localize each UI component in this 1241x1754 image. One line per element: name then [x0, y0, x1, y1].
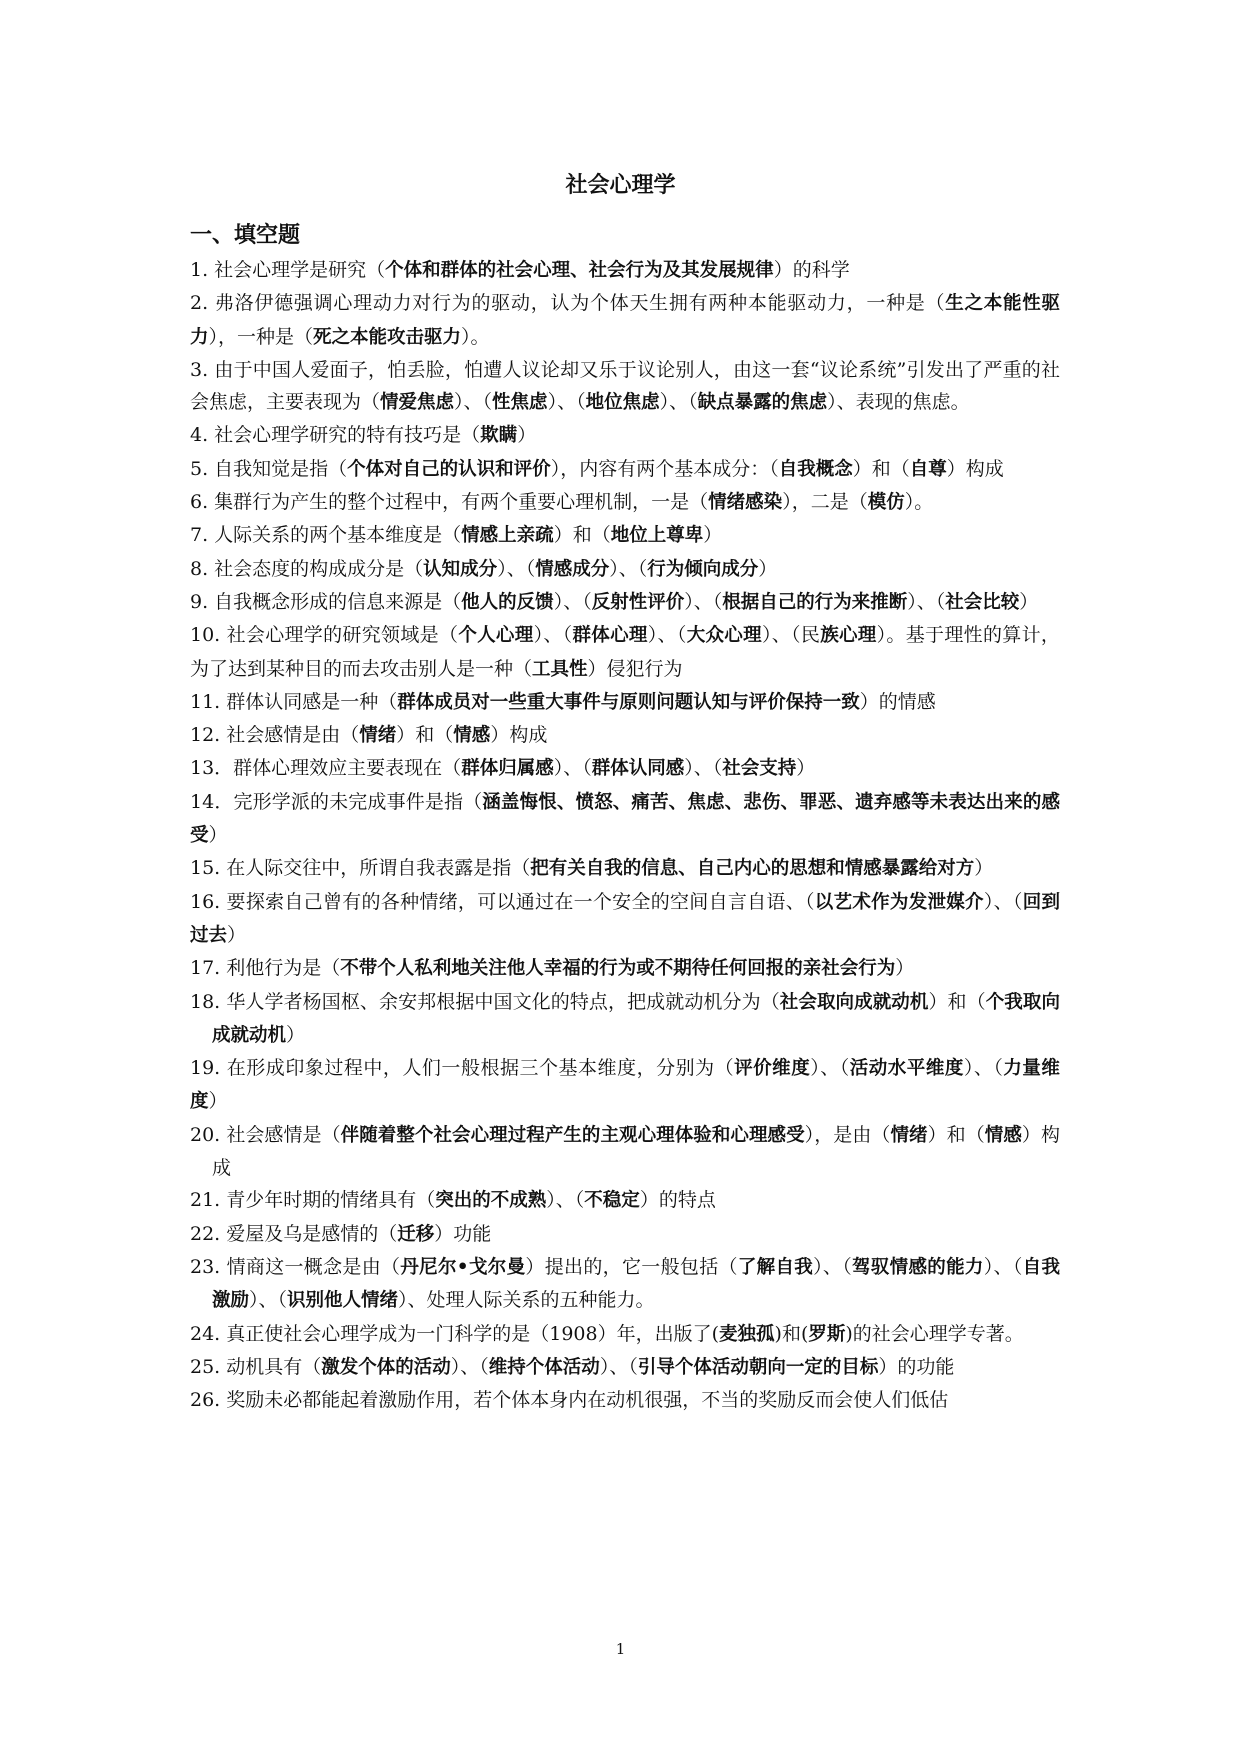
question-text: 15. 在人际交往中，所谓自我表露是指（ [190, 857, 531, 880]
question-text: ）构成 [212, 1123, 1060, 1180]
question-text: ）。基于理性的算计，为了达到某种目的而去攻击别人是一种（ [190, 624, 1060, 680]
answer-text: 社会比较 [945, 591, 1020, 613]
question-text: ）、（ [983, 890, 1023, 913]
question-text: ）。 [461, 325, 490, 348]
answer-text: 大众心理 [686, 625, 762, 647]
question-text: ）构成 [490, 724, 548, 747]
answer-text: 地位上尊卑 [610, 525, 704, 547]
question-text: ）和（ [928, 990, 986, 1013]
question-text: 14．完形学派的未完成事件是指（ [190, 790, 483, 813]
question-text: ） [286, 1023, 306, 1046]
question-item [190, 1318, 1060, 1351]
answer-text: 行为倾向成分 [647, 558, 759, 580]
question-text: 8. 社会态度的构成成分是（ [190, 557, 424, 580]
question-text: ）、（ [684, 590, 723, 613]
question-text: 4. 社会心理学研究的特有技巧是（ [190, 424, 481, 447]
answer-text: 情感 [984, 1124, 1022, 1146]
question-text: ）、（ [553, 757, 592, 780]
question-text: 3. 由于中国人爱面子，怕丢脸，怕遭人议论却又乐于议论别人，由这一套“议论系统”引发出了严重的社会焦虑，主要表现为（ [190, 358, 1060, 414]
answer-text: 群体心理 [572, 625, 648, 647]
answer-text: 活动水平维度 [849, 1058, 964, 1080]
question-item [190, 886, 1060, 953]
question-text: 23. 情商这一概念是由（ [190, 1255, 401, 1278]
question-text: ）的科学 [773, 259, 850, 281]
question-text: ）、（民 [761, 624, 821, 647]
question-text: ） [1019, 590, 1039, 613]
answer-text: 群体归属感 [461, 758, 554, 780]
question-text: )和( [774, 1322, 809, 1345]
question-item [190, 719, 1060, 752]
answer-text: 自我概念 [778, 458, 853, 480]
question-text: 9. 自我概念形成的信息来源是（ [190, 590, 462, 613]
question-text: ） [208, 1090, 228, 1113]
answer-text: 个我取向成就动机 [212, 991, 1060, 1046]
answer-text: 迁移 [397, 1223, 435, 1245]
question-text: ）的功能 [878, 1355, 955, 1378]
answer-text: 个体对自己的认识和评价 [347, 458, 551, 480]
question-text: ）、表现的焦虑。 [827, 391, 970, 414]
question-item [190, 1251, 1060, 1318]
question-text: ）、（ [684, 757, 723, 780]
question-text: ）、（ [546, 1189, 585, 1212]
question-item [190, 254, 1060, 287]
answer-text: 群体成员对一些重大事件与原则问题认知与评价保持一致 [397, 691, 860, 713]
answer-text: 情绪 [890, 1124, 928, 1146]
question-text: ）和（ [852, 457, 910, 480]
answer-text: 自我激励 [212, 1256, 1060, 1312]
answer-text: 丹尼尔•戈尔曼 [400, 1256, 526, 1278]
answer-text: 不带个人私利地关注他人幸福的行为或不期待任何回报的亲社会行为 [340, 958, 896, 980]
answer-text: 了解自我 [737, 1256, 814, 1278]
answer-text: 情爱焦虑 [380, 392, 455, 414]
question-list [190, 254, 1060, 1416]
question-item [190, 1384, 1060, 1416]
answer-text: 情感上亲疏 [461, 525, 554, 547]
answer-text: 缺点暴露的焦虑 [697, 392, 828, 414]
question-text: ）、处理人际关系的五种能力。 [398, 1289, 655, 1312]
question-item [190, 354, 1060, 420]
question-text: ）、（ [249, 1289, 288, 1312]
answer-text: 把有关自我的信息、自己内心的思想和情感暴露给对方 [530, 858, 975, 880]
question-text: ） [796, 757, 816, 780]
answer-text: 社会支持 [722, 758, 797, 780]
question-text: 24. 真正使社会心理学成为一门科学的是（1908）年，出版了( [190, 1322, 720, 1345]
question-text: 1. 社会心理学是研究（ [190, 259, 386, 281]
answer-text: 情绪 [359, 725, 397, 747]
answer-text: 自尊 [909, 458, 947, 480]
question-item [190, 619, 1060, 686]
question-text: 19. 在形成印象过程中，人们一般根据三个基本维度，分别为（ [190, 1057, 735, 1080]
answer-text: 模仿 [867, 492, 905, 514]
question-text: ） [517, 424, 537, 447]
question-text: 11. 群体认同感是一种（ [190, 690, 398, 713]
section-heading: 一、填空题 [190, 223, 301, 248]
question-text: 26. 奖励未必都能起着激励作用，若个体本身内在动机很强，不当的奖励反而会使人们低估 [190, 1389, 949, 1412]
answer-text: 评价维度 [734, 1058, 811, 1080]
question-text: 16. 要探索自己曾有的各种情绪，可以通过在一个安全的空间自言自语、（ [190, 890, 815, 913]
question-text: ）、（ [553, 590, 592, 613]
question-text: ）、（ [497, 557, 536, 580]
question-text: ）、（ [647, 624, 687, 647]
question-text: ）、（ [963, 1057, 1004, 1080]
question-text: ），内容有两个基本成分：（ [550, 457, 779, 480]
question-item [190, 486, 1060, 519]
question-text: 2. 弗洛伊德强调心理动力对行为的驱动，认为个体天生拥有两种本能驱动力，一种是（ [190, 292, 946, 315]
question-text: 25. 动机具有（ [190, 1355, 322, 1378]
question-text: ） [758, 557, 778, 580]
question-item [190, 1218, 1060, 1251]
question-text: ）、（ [907, 590, 946, 613]
question-text: ），一种是（ [208, 325, 314, 348]
question-item [190, 786, 1060, 853]
question-text: ），二是（ [782, 491, 868, 514]
question-text: 10. 社会心理学的研究领域是（ [190, 624, 459, 647]
answer-text: 情感成分 [535, 558, 610, 580]
answer-text: 维持个体活动 [488, 1356, 600, 1378]
answer-text: 个体和群体的社会心理、社会行为及其发展规律 [385, 260, 774, 281]
answer-text: 涵盖悔恨、愤怒、痛苦、焦虑、悲伤、罪恶、遗弃感等未表达出来的感受 [190, 791, 1060, 847]
answer-text: 群体认同感 [591, 758, 685, 780]
answer-text: 激发个体的活动 [321, 1356, 451, 1378]
question-text: ）侵犯行为 [587, 657, 683, 680]
question-text: ）提出的，它一般包括（ [525, 1255, 738, 1278]
answer-text: 社会取向成就动机 [779, 991, 929, 1013]
question-text: ） [227, 923, 247, 946]
question-item [190, 1351, 1060, 1384]
question-item [190, 553, 1060, 586]
answer-text: 以艺术作为发泄媒介 [814, 891, 984, 913]
question-text: ）构成 [946, 457, 1004, 480]
question-item [190, 287, 1060, 354]
question-text: ）、（ [599, 1355, 638, 1378]
question-item [190, 519, 1060, 552]
question-item [190, 419, 1060, 452]
question-text: ）的特点 [639, 1189, 716, 1212]
question-item [190, 1119, 1060, 1185]
question-text: ）、（ [533, 624, 573, 647]
answer-text: 工具性 [532, 658, 588, 680]
question-text: 20. 社会感情是（ [190, 1123, 341, 1146]
page-number: 1 [615, 1640, 626, 1658]
question-text: ），是由（ [804, 1123, 891, 1146]
answer-text: 不稳定 [584, 1190, 640, 1212]
answer-text: 引导个体活动朝向一定的目标 [637, 1356, 879, 1378]
answer-text: 力量维度 [190, 1058, 1060, 1113]
question-text: ） [703, 524, 723, 547]
question-text: 6. 集群行为产生的整个过程中，有两个重要心理机制，一是（ [190, 491, 709, 514]
answer-text: 生之本能性驱力 [190, 293, 1060, 348]
question-item [190, 586, 1060, 619]
question-item [190, 1052, 1060, 1119]
question-text: ） [974, 857, 994, 880]
question-text: ）和（ [927, 1123, 985, 1146]
answer-text: 欺瞒 [480, 425, 518, 447]
question-text: ）、（ [450, 1355, 489, 1378]
question-text: 5. 自我知觉是指（ [190, 457, 348, 480]
answer-text: 认知成分 [423, 558, 498, 580]
answer-text: 情感 [453, 725, 491, 747]
question-item [190, 752, 1060, 785]
answer-text: 反射性评价 [591, 591, 685, 613]
question-text: ）和（ [553, 524, 611, 547]
question-item [190, 952, 1060, 985]
question-text: ）、（ [813, 1255, 853, 1278]
question-text: ）功能 [434, 1222, 492, 1245]
question-item [190, 453, 1060, 486]
question-text: ）。 [904, 491, 934, 514]
question-item [190, 852, 1060, 885]
answer-text: 地位焦虑 [585, 392, 660, 414]
question-text: 13．群体心理效应主要表现在（ [190, 757, 462, 780]
question-text: ）、（ [547, 391, 586, 414]
question-item [190, 986, 1060, 1053]
answer-text: 性焦虑 [492, 392, 548, 414]
answer-text: 根据自己的行为来推断 [722, 591, 908, 613]
question-item [190, 686, 1060, 719]
answer-text: 驾驭情感的能力 [852, 1256, 984, 1278]
answer-text: 死之本能攻击驱力 [313, 326, 462, 348]
answer-text: 突出的不成熟 [435, 1190, 547, 1212]
answer-text: 他人的反馈 [461, 591, 554, 613]
question-text: 7. 人际关系的两个基本维度是（ [190, 524, 462, 547]
answer-text: 个人心理 [458, 625, 534, 647]
question-text: ）、（ [810, 1057, 850, 1080]
answer-text: 回到过去 [190, 891, 1060, 946]
question-text: ） [895, 957, 915, 980]
question-text: ）和（ [396, 724, 454, 747]
question-text: 22. 爱屋及乌是感情的（ [190, 1222, 398, 1245]
answer-text: 情绪感染 [708, 492, 783, 514]
question-text: 17. 利他行为是（ [190, 957, 341, 980]
question-text: )的社会心理学专著。 [845, 1322, 1024, 1345]
question-text: ）的情感 [859, 690, 936, 713]
answer-text: 麦独孤 [719, 1323, 775, 1345]
question-item [190, 1184, 1060, 1217]
question-text: ）、（ [983, 1255, 1023, 1278]
question-text: ）、（ [454, 391, 493, 414]
answer-text: 伴随着整个社会心理过程产生的主观心理体验和心理感受 [340, 1124, 805, 1146]
question-text: ） [208, 824, 228, 847]
document-title: 社会心理学 [565, 173, 676, 198]
question-text: 12. 社会感情是由（ [190, 724, 360, 747]
question-text: 18. 华人学者杨国枢、余安邦根据中国文化的特点，把成就动机分为（ [190, 990, 780, 1013]
answer-text: 罗斯 [808, 1323, 846, 1345]
question-text: 21. 青少年时期的情绪具有（ [190, 1189, 436, 1212]
question-text: ）、（ [659, 391, 698, 414]
answer-text: 识别他人情绪 [287, 1290, 399, 1312]
question-text: ）、（ [609, 557, 648, 580]
answer-text: 族心理 [820, 625, 877, 647]
